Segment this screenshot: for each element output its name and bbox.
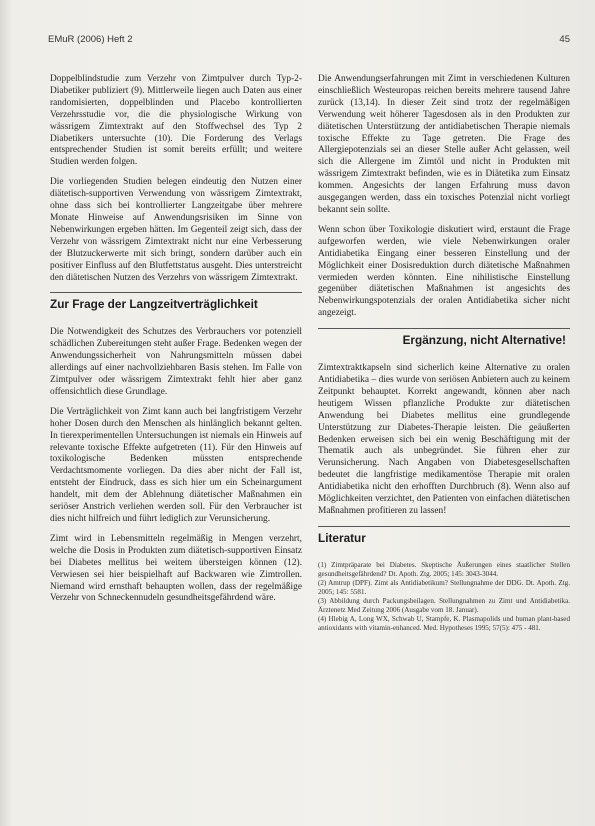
paragraph: Die Notwendigkeit des Schutzes des Verbrauchers vor potenziell schädlichen Zubereitungen steht außer Frage. Bedenken wegen der Anwendungssicherheit von Nahrungsmitteln müssen dabei allerdings auf einer nachvollziehbaren Basis stehen. Im Falle von Zimtpulver oder wässrigem Zimtextrakt fehlt hier aber ganz offensichtlich diese Grundlage.	[50, 327, 302, 397]
right-column	[318, 74, 570, 634]
paragraph: Die Anwendungserfahrungen mit Zimt in verschiedenen Kulturen einschließlich Westeuropas reichen bereits mehrere tausend Jahre zurück (13,14). In dieser Zeit sind trotz der regelmäßigen Verwendung weit höherer Tagesdosen als in den Produkten zur diätetischen Unterstützung der antidiabetischen Therapie niemals toxische Effekte zu Tage getreten. Die Frage des Allergiepotenzials sei an dieser Stelle außer Acht gelassen, weil sich die Allergene im Zimtöl und nicht in Produkten mit wässrigem Zimtextrakt befinden, wie es in Diätetika zum Einsatz kommen. Angesichts der langen Erfahrung muss davon ausgegangen werden, dass ein toxisches Potenzial nicht vorliegt bekannt sein sollte.	[318, 74, 570, 215]
paragraph: Die Verträglichkeit von Zimt kann auch bei langfristigem Verzehr hoher Dosen durch den Menschen als hinlänglich bekannt gelten. In tierexperimentellen Untersuchungen ist niemals ein Hinweis auf relevante toxische Effekte aufgetreten (11). Für den Hinweis auf toxikologische Bedenken müssten entsprechende Verdachtsmomente vorliegen. Da dies aber nicht der Fall ist, entsteht der Eindruck, dass es sich hier um ein Scheinargument handelt, mit dem der Ablehnung diätetischer Maßnahmen ein seriöser Anstrich verliehen werden soll. Für den Verbraucher ist dies nicht hilfreich und führt lediglich zur Verunsicherung.	[50, 406, 302, 524]
left-column	[50, 74, 302, 613]
reference-item: (4) Hlebig A, Long WX, Schwab U, Stampfe, K. Plasmapolids und human plant-based antioxidants with vitamin-enhanced. Med. Hypotheses 1995; 57(5): 475 - 481.	[318, 615, 570, 633]
section-heading: Zur Frage der Langzeitverträglichkeit	[50, 292, 302, 317]
reference-item: (2) Amtrup (DPF). Zimt als Antidiabetikum? Stellungnahme der DDG. Dt. Apoth. Ztg. 2005; 145: 5581.	[318, 579, 570, 596]
reference-list	[318, 561, 570, 633]
paragraph: Zimt wird in Lebensmitteln regelmäßig in Mengen verzehrt, welche die Dosis in Produkten zum diätetisch-supportiven Einsatz bei Diabetes mellitus bei weitem übersteigen können (12). Verwiesen sei hier beispielhaft auf Backwaren wie Zimtrollen. Niemand wird ernsthaft behaupten wollen, dass der regelmäßige Verzehr von Schneckennudeln gesundheitsgefährdend wäre.	[50, 533, 302, 604]
page-number: 45	[559, 34, 570, 45]
section-heading: Ergänzung, nicht Alternative!	[318, 328, 570, 353]
reference-item: (3) Abbildung durch Packungsbeilagen. Stellungnahmen zu Zimt und Antidiabetika. Ärztenetz Med Zeitung 2006 (Ausgabe vom 18. Januar).	[318, 597, 570, 614]
paragraph: Zimtextraktkapseln sind sicherlich keine Alternative zu oralen Antidiabetika – dies wurde von seriösen Anbietern auch zu keinem Zeitpunkt behauptet. Korrekt angewandt, können aber nach heutigem Wissen pflanzliche Produkte zur diätetischen Anwendung bei Diabetes mellitus eine grundlegende Unterstützung zur Diabetes-Therapie leisten. Die geäußerten Bedenken erweisen sich bei ein wenig Beschäftigung mit der Thematik auch als unbegründet. Sie führen eher zur Verunsicherung. Nach Angaben von Diabetesgesellschaften bedeutet die langfristige medikamentöse Therapie mit oralen Antidiabetika nicht den erhofften Durchbruch (8). Wenn also auf Möglichkeiten verzichtet, den Patienten von einfachen diätetischen Maßnahmen profitieren zu lassen!	[318, 363, 570, 516]
reference-item: (1) Zimtpräparate bei Diabetes. Skeptische Äußerungen eines staatlicher Stellen gesundheitsgefährdend? Dt. Apoth. Ztg. 2005; 145: 3043-3044.	[318, 560, 570, 578]
paragraph: Doppelblindstudie zum Verzehr von Zimtpulver durch Typ-2-Diabetiker publiziert (9). Mittlerweile liegen auch Daten aus einer randomisierten, doppelblinden und Placebo kontrollierten Verzehrsstudie vor, die die physiologische Wirkung von wässrigem Zimtextrakt auf den Stoffwechsel des Typ 2 Diabetikers untersuchte (10). Die Forderung des Verlags entsprechender Studien ist somit bereits erfüllt; und weitere Studien werden folgen.	[50, 74, 302, 168]
paragraph: Die vorliegenden Studien belegen eindeutig den Nutzen einer diätetisch-supportiven Verwendung von wässrigem Zimtextrakt, ohne dass sich bei kontrollierter Langzeitgabe über mehrere Monate Hinweise auf Anwendungsrisiken im Sinne von Nebenwirkungen ergeben hätten. Im Gegenteil zeigt sich, dass der Verzehr von wässrigem Zimtextrakt nicht nur eine Verbesserung der Blutzuckerwerte mit sich bringt, sondern darüber auch ein positiver Einfluss auf den Blutfettstatus ausgeht. Dies unterstreicht den diätetischen Nutzen des Verzehrs von wässrigem Zimtextrakt.	[50, 177, 302, 283]
paragraph: Wenn schon über Toxikologie diskutiert wird, erstaunt die Frage aufgeworfen werden, wie viele Nebenwirkungen oraler Antidiabetika Eingang einer besseren Einstellung und der Möglichkeit einer Dosisreduktion durch diätetische Maßnahmen vermieden werden könnten. Eine nihilistische Einstellung gegenüber diätetischen Maßnahmen ist angesichts des Nebenwirkungspotenzials der oralen Antidiabetika sicher nicht angezeigt.	[318, 224, 570, 319]
journal-title: EMuR (2006) Heft 2	[48, 34, 133, 45]
literature-heading: Literatur	[318, 526, 570, 551]
